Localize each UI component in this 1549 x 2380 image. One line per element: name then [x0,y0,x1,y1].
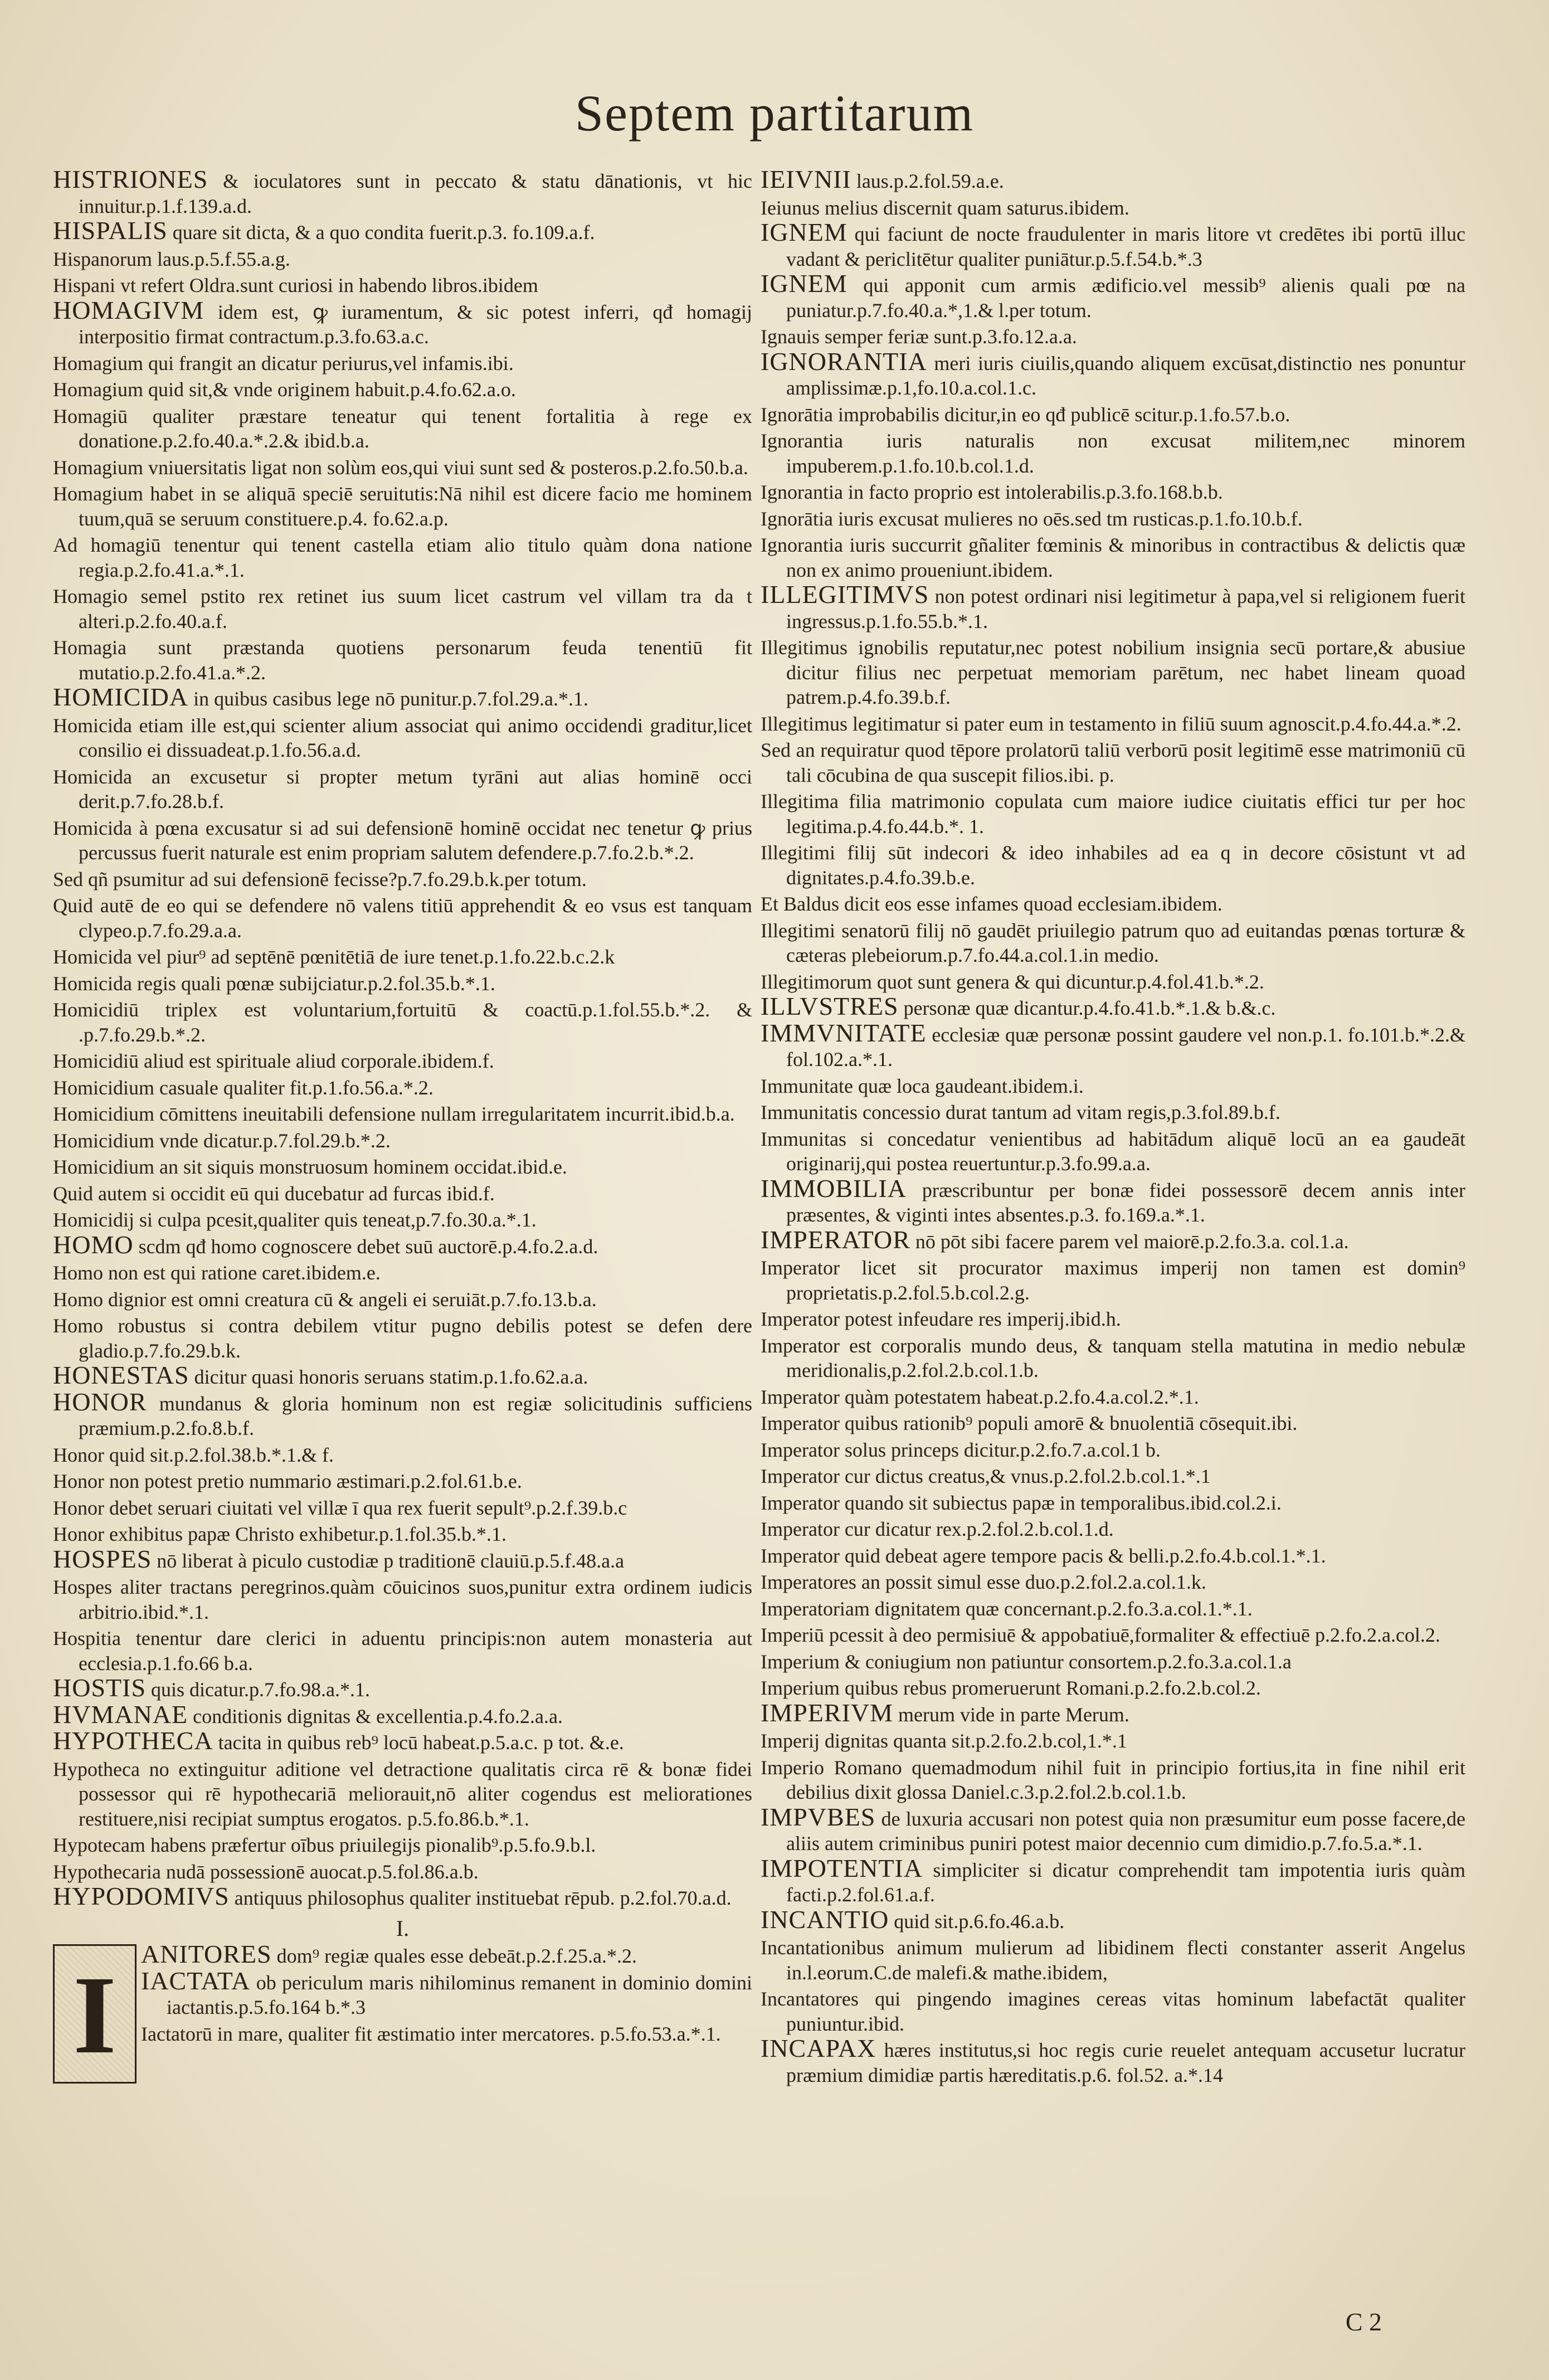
entry-text: Hospes aliter tractans peregrinos.quàm cōuicinos suos,punitur extra ordinem iudicis arbitrio.ibid.*.1. [53,1576,752,1623]
entry-text: idem est, ꝙ iuramentum, & sic potest inferri, qđ homagij interpositio firmat contractum.p.3.fo.63.a.c. [79,300,752,348]
index-entry [53,245,752,272]
index-entry [53,1286,752,1312]
entry-text: Homicida an excusetur si propter metum tyrāni aut alias hominē occi derit.p.7.fo.28.b.f. [53,765,752,812]
index-entry [761,917,1465,968]
index-entry [761,710,1465,737]
entry-text: ob periculum maris nihilominus remanent in dominio domini iactantis.p.5.fo.164 b.*.3 [167,1971,752,2018]
index-entry [761,1985,1465,2036]
index-entry [761,1332,1465,1383]
index-entry [761,2036,1465,2087]
entry-headword: ANITORES [141,1940,272,1968]
index-entry [761,1515,1465,1542]
entry-text: Illegitimus legitimatur si pater eum in testamento in filiū suum agnoscit.p.4.fo.44.a.*.2. [761,712,1462,735]
entry-text: qui apponit cum armis ædificio.vel messib⁹ alienis quali pœ na puniatur.p.7.fo.40.a.*,1.& l.per totum. [786,274,1465,322]
entry-text: dom⁹ regiæ quales esse debeāt.p.2.f.25.a.*.2. [271,1945,637,1967]
index-entry [53,1206,752,1233]
entry-text: Imperium & coniugium non patiuntur consortem.p.2.fo.3.a.col.1.a [761,1650,1292,1673]
index-entry [761,736,1465,787]
entry-text: Illegitimorum quot sunt genera & qui dicuntur.p.4.fol.41.b.*.2. [761,970,1264,993]
entry-text: Homagium vniuersitatis ligat non solùm eos,qui viui sunt sed & posteros.p.2.fo.50.b.a. [53,456,748,479]
index-entry [761,994,1465,1021]
entry-headword: IEIVNII [761,165,851,193]
index-entry [53,634,752,685]
entry-text: Ignorātia improbabilis dicitur,in eo qđ publicē scitur.p.1.fo.57.b.o. [761,403,1290,426]
index-entry [53,865,752,892]
entry-text: Immunitatis concessio durat tantum ad vitam regis,p.3.fol.89.b.f. [761,1101,1280,1123]
entry-headword: IACTATA [141,1966,251,1995]
entry-text: Illegitimi senatorū filij nō gaudēt priuilegio patrum quo ad euitandas pœnas torturæ & cæteras plebeiorum.p.7.fo.44.a.col.1.in medio. [761,919,1465,966]
index-entry [53,943,752,970]
entry-text: Ignauis semper feriæ sunt.p.3.fo.12.a.a. [761,325,1077,348]
entry-text: Imperator cur dicatur rex.p.2.fol.2.b.col.1.d. [761,1518,1114,1540]
section-letter: I. [396,1915,410,1941]
entry-text: Hispani vt refert Oldra.sunt curiosi in habendo libros.ibidem [53,274,538,296]
entry-headword: HYPOTHECA [53,1726,213,1755]
index-entry [761,1125,1465,1176]
entry-text: præscribuntur per bonæ fidei possessorē decem annis inter præsentes, & viginti intes absentes.p.3. fo.169.a.*.1. [786,1179,1465,1226]
entry-text: Sed an requiratur quod tēpore prolatorū taliū verborū posit legitimē esse matrimoniū cū tali cōcubina de qua suscepit filios.ibi. p. [761,739,1465,786]
index-entry [761,349,1465,401]
entry-text: Homicida etiam ille est,qui scienter alium associat qui animo occidendi graditur,licet consilio ei dissuadeat.p.1.fo.56.a.d. [53,714,752,761]
index-entry [53,1726,752,1755]
entry-text: Hispanorum laus.p.5.f.55.a.g. [53,247,290,270]
entry-text: dicitur quasi honoris seruans statim.p.1.fo.62.a.a. [189,1366,588,1388]
index-entry [761,1383,1465,1410]
index-entry [761,839,1465,890]
entry-text: personæ quæ dicantur.p.4.fo.41.b.*.1.& b.&.c. [898,997,1276,1019]
entry-text: & ioculatores sunt in peccato & statu dānationis, vt hic innuitur.p.1.f.139.a.d. [79,170,752,217]
index-entry [53,1702,752,1729]
entry-headword: HOMO [53,1230,134,1259]
entry-headword: ILLEGITIMVS [761,580,929,609]
entry-text: Homicida regis quali pœnæ subijciatur.p.2.fol.35.b.*.1. [53,972,495,995]
index-entry [53,1127,752,1154]
entry-text: Homicida vel piur⁹ ad septēnē pœnitētiā de iure tenet.p.1.fo.22.b.c.2.k [53,946,615,968]
entry-headword: HOSTIS [53,1673,147,1702]
index-entry [53,1831,752,1858]
entry-text: Imperij dignitas quanta sit.p.2.fo.2.b.col,1.*.1 [761,1730,1127,1752]
entry-text: hæres institutus,si hoc regis curie reuelet antequam accusetur lucratur præmium dimidiæ partis hæreditatis.p.6. fol.52. a.*.14 [786,2039,1465,2086]
entry-text: Immunitate quæ loca gaudeant.ibidem.i. [761,1074,1084,1097]
index-entry [761,505,1465,532]
index-entry [761,1595,1465,1622]
entry-text: Ignorantia iuris succurrit gñaliter fœminis & minoribus in contractibus & delictis quæ non ex animo proueniunt.ibidem. [761,534,1465,581]
entry-headword: IMPERIVM [761,1698,894,1727]
entry-text: Homicidiū aliud est spirituale aliud corporale.ibidem.f. [53,1050,494,1072]
entry-text: scdm qđ homo cognoscere debet suū auctorē.p.4.fo.2.a.d. [133,1235,598,1258]
entry-text: Homicidium cōmittens ineuitabili defensione nullam irregularitatem incurrit.ibid.b.a. [53,1103,735,1125]
entry-text: Hypothecaria nudā possessionē auocat.p.5.fol.86.a.b. [53,1860,479,1883]
entry-headword: ILLVSTRES [761,992,899,1020]
entry-text: Homagio semel pstito rex retinet ius suum licet castrum vel villam tra da t alteri.p.2.fo.40.a.f. [53,585,752,632]
index-entry [53,1755,752,1832]
entry-text: Homicidiū triplex est voluntarium,fortuitū & coactū.p.1.fol.55.b.*.2. & .p.7.fo.29.b.*.2. [53,999,752,1046]
index-entry [761,1802,1465,1856]
index-entry [761,401,1465,427]
entry-text: Homo dignior est omni creatura cū & angeli ei seruiāt.p.7.fo.13.b.a. [53,1288,597,1311]
index-entry [53,1074,752,1101]
index-entry [53,1441,752,1468]
index-entry [761,1727,1465,1754]
entry-headword: HVMANAE [53,1700,188,1729]
entry-text: Hospitia tenentur dare clerici in aduentu principis:non autem monasteria aut ecclesia.p.1.fo.66 b.a. [53,1627,752,1675]
entry-text: nō liberat à piculo custodiæ p traditionē clauiū.p.5.f.48.a.a [152,1549,625,1572]
index-entry [761,1225,1465,1254]
index-entry [761,968,1465,995]
index-entry [761,787,1465,839]
entry-text: simpliciter si dicatur comprehendit tam impotentia iuris quàm facti.p.2.fol.61.a.f. [786,1858,1465,1906]
index-entry [761,427,1465,478]
index-entry [53,271,752,298]
index-entry [761,1698,1465,1727]
index-entry [761,194,1465,221]
decorated-initial-letter: I [73,1954,116,2077]
index-entry [761,1018,1465,1072]
entry-text: Illegitima filia matrimonio copulata cum maiore iudice ciuitatis effici tur per hoc legitima.p.4.fo.44.b.*. 1. [761,790,1465,838]
entry-text: conditionis dignitas & excellentia.p.4.fo.2.a.a. [188,1705,563,1727]
entry-text: Imperator potest infeudare res imperij.ibid.h. [761,1308,1121,1330]
index-column-left [53,165,752,2077]
entry-text: qui faciunt de nocte fraudulenter in maris litore vt credētes ibi portū illuc vadant & periclitētur qualiter puniātur.p.5.f.54.b.*.3 [786,223,1465,270]
entry-text: ecclesiæ quæ personæ possint gaudere vel non.p.1. fo.101.b.*.2.& fol.102.a.*.1. [786,1023,1465,1070]
entry-headword: HYPODOMIVS [53,1882,230,1910]
index-entry [53,218,752,245]
entry-headword: IGNORANTIA [761,347,927,376]
entry-text: Homagia sunt præstanda quotiens personarum feuda tenentiū fit mutatio.p.2.fo.41.a.*.2. [53,636,752,684]
entry-text: Iactatorū in mare, qualiter fit æstimatio inter mercatores. p.5.fo.53.a.*.1. [141,2022,721,2045]
entry-headword: HISTRIONES [53,165,208,193]
entry-text: antiquus philosophus qualiter instituebat rēpub. p.2.fol.70.a.d. [229,1887,732,1909]
entry-text: Imperator licet sit procurator maximus imperij non tamen est domin⁹ proprietatis.p.2.fol.5.b.col.2.g. [761,1257,1465,1304]
entry-headword: IGNEM [761,269,847,298]
entry-text: Imperator quibus rationib⁹ populi amorē & bnuolentiā cōsequit.ibi. [761,1412,1298,1434]
index-entry [53,970,752,996]
entry-text: non potest ordinari nisi legitimetur à papa,vel si religionem fuerit ingressus.p.1.fo.55.b.*.1. [786,585,1465,632]
entry-text: laus.p.2.fol.59.a.e. [851,170,1004,192]
index-entry [141,1942,752,1969]
entry-headword: IMMVNITATE [761,1018,927,1047]
entry-text: Imperio Romano quemadmodum nihil fuit in principio fortius,ita in fine nihil erit debilius dixit glossa Daniel.c.3.p.2.fol.2.b.col.1.b. [761,1756,1465,1803]
index-entry [53,1520,752,1547]
entry-text: Imperatores an possit simul esse duo.p.2.fol.2.a.col.1.k. [761,1571,1206,1593]
entry-text: Ignorantia iuris naturalis non excusat militem,nec minorem impuberem.p.1.fo.10.b.col.1.d. [761,430,1465,477]
index-entry [53,582,752,634]
entry-text: Imperator quando sit subiectus papæ in temporalibus.ibid.col.2.i. [761,1491,1282,1514]
index-entry [53,892,752,943]
entry-text: in quibus casibus lege nō punitur.p.7.fol.29.a.*.1. [188,688,589,710]
entry-text: Homagiū qualiter præstare teneatur qui tenent fortalitia à rege ex donatione.p.2.fo.40.a.*.2.& ibid.b.a. [53,405,752,452]
index-entry [53,402,752,454]
index-entry [53,1387,752,1441]
index-entry [761,531,1465,582]
index-entry [761,1648,1465,1675]
entry-headword: HOSPES [53,1544,152,1573]
index-entry [53,1494,752,1521]
entry-text: Homicidium casuale qualiter fit.p.1.fo.56.a.*.2. [53,1076,433,1099]
index-entry [761,1568,1465,1595]
entry-text: Homagium qui frangit an dicatur periurus,vel infamis.ibi. [53,352,514,374]
index-entry [53,763,752,814]
index-entry [761,1853,1465,1907]
index-entry [761,1489,1465,1516]
entry-text: meri iuris ciuilis,quando aliquem excūsat,distinctio nes ponuntur amplissimæ.p.1,fo.10.a.col.1.c. [786,352,1465,399]
index-entry [761,634,1465,710]
entry-text: quid sit.p.6.fo.46.a.b. [889,1910,1065,1933]
index-entry [53,376,752,402]
entry-text: Homo non est qui ratione caret.ibidem.e. [53,1262,381,1284]
entry-text: Quid autem si occidit eū qui ducebatur ad furcas ibid.f. [53,1182,495,1205]
index-entry [761,1254,1465,1305]
entry-text: de luxuria accusari non potest quia non præsumitur eum posse facere,de aliis autem criminibus puniri potest maior decennio cum dimidio.p.7.fo.5.a.*.1. [786,1807,1465,1855]
index-entry [761,1305,1465,1332]
entry-text: Honor non potest pretio nummario æstimari.p.2.fol.61.b.e. [53,1470,522,1492]
entry-text: Homicida à pœna excusatur si ad sui defensionē hominē occidat nec tenetur ꝙ prius percussus fuerit naturale est enim propriam salutem defendere.p.7.fo.2.b.*.2. [53,816,752,864]
index-entry [141,2020,752,2047]
index-entry [53,295,752,349]
entry-headword: IMPVBES [761,1802,876,1831]
entry-text: Imperator cur dictus creatus,& vnus.p.2.fol.2.b.col.1.*.1 [761,1465,1211,1487]
index-entry [761,1436,1465,1463]
entry-text: Imperator est corporalis mundo deus, & tanquam stella matutina in medio nebulæ meridionalis,p.2.fol.2.b.col.1.b. [761,1334,1465,1381]
index-entry [53,454,752,480]
index-entry [761,1409,1465,1436]
index-entry [53,1673,752,1702]
entry-text: Ieiunus melius discernit quam saturus.ibidem. [761,196,1129,219]
entry-text: Homagium habet in se aliquā speciē seruitutis:Nā nihil est dicere facio me hominem tuum,quā se seruum constituere.p.4. fo.62.a.p. [53,483,752,530]
index-entry [53,167,752,218]
entry-headword: INCAPAX [761,2034,876,2062]
index-entry [53,1259,752,1286]
index-entry [53,1230,752,1259]
index-entry [53,1573,752,1624]
entry-text: Imperator quàm potestatem habeat.p.2.fo.4.a.col.2.*.1. [761,1385,1199,1408]
entry-text: Sed qñ psumitur ad sui defensionē fecisse?p.7.fo.29.b.k.per totum. [53,868,587,890]
entry-headword: HONOR [53,1387,147,1416]
entry-headword: IMPOTENTIA [761,1853,923,1882]
entry-headword: HOMICIDA [53,683,189,711]
entry-text: Homicidium vnde dicatur.p.7.fol.29.b.*.2. [53,1129,391,1152]
index-entry [53,814,752,865]
index-entry [53,1100,752,1127]
entry-headword: HISPALIS [53,216,168,245]
index-entry [761,1542,1465,1569]
index-entry [53,1467,752,1494]
entry-text: tacita in quibus reb⁹ locū habeat.p.5.a.c. p tot. &.e. [213,1731,624,1754]
index-entry [53,1153,752,1180]
index-entry [761,1072,1465,1099]
index-entry [53,480,752,531]
entry-text: Ad homagiū tenentur qui tenent castella etiam alio titulo quàm dona natione regia.p.2.fo.41.a.*.1. [53,534,752,581]
index-entry [761,167,1465,194]
entry-text: Honor exhibitus papæ Christo exhibetur.p.1.fol.35.b.*.1. [53,1523,506,1545]
index-entry [761,582,1465,634]
index-entry [761,220,1465,271]
initial-block [53,1940,752,2077]
index-entry [761,1176,1465,1228]
entry-headword: IMMOBILIA [761,1174,907,1203]
entry-text: quis dicatur.p.7.fo.98.a.*.1. [146,1678,370,1701]
index-entry [761,1098,1465,1125]
index-entry [761,1934,1465,1985]
index-entry [53,531,752,582]
entry-text: Quid autē de eo qui se defendere nō valens titiū apprehendit & eo vsus est tanquam clypeo.p.7.fo.29.a.a. [53,894,752,942]
index-entry [53,1180,752,1206]
entry-text: merum vide in parte Merum. [893,1703,1129,1726]
index-entry [761,1754,1465,1805]
entry-text: Et Baldus dicit eos esse infames quoad ecclesiam.ibidem. [761,893,1222,915]
index-entry [53,1047,752,1074]
index-entry [761,478,1465,505]
index-entry [53,1363,752,1390]
index-entry [53,349,752,376]
entry-text: Imperium quibus rebus promeruerunt Romani.p.2.fo.2.b.col.2. [761,1677,1261,1699]
entry-headword: IMPERATOR [761,1225,910,1254]
running-head: Septem partitarum [574,85,975,142]
entry-text: Imperatoriam dignitatem quæ concernant.p.2.fo.3.a.col.1.*.1. [761,1597,1253,1620]
index-entry [761,1674,1465,1701]
entry-text: Hypotheca no extinguitur aditione vel detractione qualitatis circa rē & bonæ fidei possessor qui rē hypothecariā meliorauit,nō aliter cogendus est meliorationes restituere,nisi recipiat sumptus erogatos. p.5.fo.86.b.*.1. [53,1758,752,1830]
entry-text: Ignorantia in facto proprio est intolerabilis.p.3.fo.168.b.b. [761,481,1223,503]
entry-text: Ignorātia iuris excusat mulieres no oēs.sed tm rusticas.p.1.fo.10.b.f. [761,507,1303,530]
index-entry [761,323,1465,349]
entry-text: Homicidium an sit siquis monstruosum hominem occidat.ibid.e. [53,1156,567,1178]
entry-text: Illegitimus ignobilis reputatur,nec potest nobilium insignia secū portare,& abusiue dicitur filius nec perpetuat memoriam parētum, nec habet lineam quoad patrem.p.4.fo.39.b.f. [761,636,1465,708]
entry-text: Honor quid sit.p.2.fol.38.b.*.1.& f. [53,1443,334,1466]
index-column-right [761,167,1465,2087]
entry-text: Illegitimi filij sūt indecori & ideo inhabiles ad ea q in decore cōsistunt vt ad dignitates.p.4.fo.39.b.e. [761,841,1465,889]
entry-text: Immunitas si concedatur venientibus ad habitādum aliquē locū an ea gaudeāt originarij,qui postea reuertuntur.p.3.fo.99.a.a. [761,1127,1465,1175]
decorated-initial [53,1944,137,2084]
entry-text: Incantationibus animum mulierum ad libidinem flecti constanter asserit Angelus in.l.eorum.C.de malefi.& mathe.ibidem, [761,1936,1465,1984]
entry-headword: HOMAGIVM [53,295,204,324]
entry-text: quare sit dicta, & a quo condita fuerit.p.3. fo.109.a.f. [167,221,595,244]
entry-text: Homagium quid sit,& vnde originem habuit.p.4.fo.62.a.o. [53,378,516,401]
entry-headword: INCANTIO [761,1905,889,1934]
entry-text: Imperator quid debeat agere tempore pacis & belli.p.2.fo.4.b.col.1.*.1. [761,1544,1326,1567]
index-entry [53,1884,752,1911]
entry-text: Imperator solus princeps dicitur.p.2.fo.7.a.col.1 b. [761,1438,1161,1461]
index-entry [761,890,1465,917]
index-entry [53,1312,752,1363]
index-entry [761,271,1465,323]
entry-text: nō pōt sibi facere parem vel maiorē.p.2.fo.3.a. col.1.a. [910,1230,1349,1253]
entry-text: Homicidij si culpa pcesit,qualiter quis teneat,p.7.fo.30.a.*.1. [53,1209,537,1231]
index-entry [53,1544,752,1574]
index-entry [53,685,752,712]
entry-text: mundanus & gloria hominum non est regiæ solicitudinis sufficiens præmium.p.2.fo.8.b.f. [79,1392,752,1439]
index-entry [761,1462,1465,1489]
entry-text: Incantatores qui pingendo imagines cereas vitas hominum labefactāt qualiter puniuntur.ibid. [761,1988,1465,2035]
entry-text: Honor debet seruari ciuitati vel villæ ī qua rex fuerit sepult⁹.p.2.f.39.b.c [53,1496,627,1519]
index-entry [761,1907,1465,1934]
entry-text: Imperiū pcessit à deo permisiuē & appobatiuē,formaliter & effectiuē p.2.fo.2.a.col.2. [761,1624,1440,1646]
entry-text: Hypotecam habens præfertur oībus priuilegijs pionalib⁹.p.5.fo.9.b.l. [53,1834,596,1856]
entry-headword: IGNEM [761,218,847,246]
entry-text: Homo robustus si contra debilem vtitur pugno debilis potest se defen dere gladio.p.7.fo.29.b.k. [53,1315,752,1362]
index-entry [761,1621,1465,1648]
index-entry [53,996,752,1047]
index-entry [141,1966,752,2020]
signature-mark: C 2 [1345,2308,1382,2336]
entry-headword: HONESTAS [53,1361,189,1389]
index-entry [53,712,752,763]
index-entry [53,1624,752,1676]
index-entry [53,1858,752,1885]
